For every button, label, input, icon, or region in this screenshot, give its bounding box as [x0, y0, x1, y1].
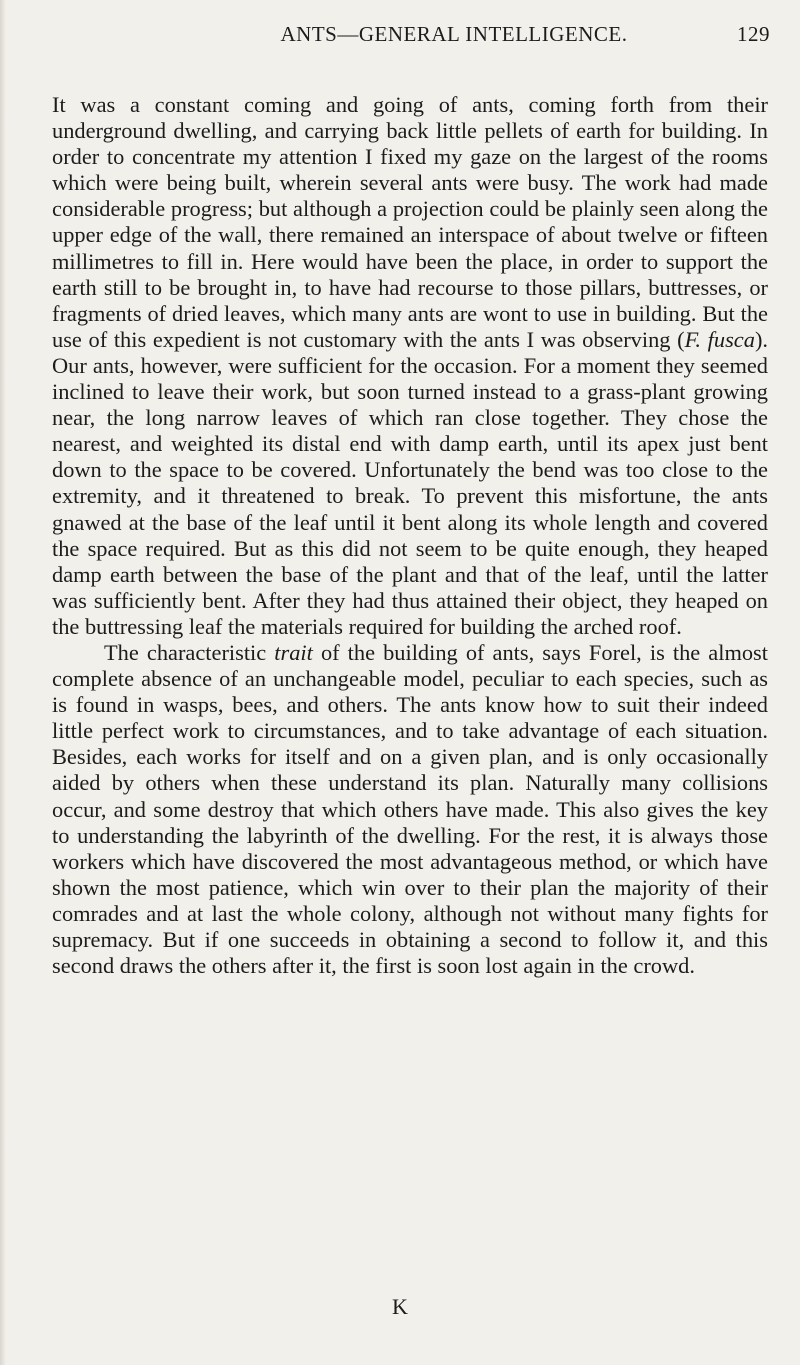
page-gutter-shadow: [0, 0, 6, 1365]
paragraph-1-text-a: It was a constant coming and going of ants, coming forth from their underground dwelling, and carrying back little pellets of earth for building. In order to concentrate my attention I fixed my gaze on the largest of the rooms which were being built, wherein several ants were busy. The work had made considerable progress; but although a projection could be plainly seen along the upper edge of the wall, there remained an interspace of about twelve or fifteen millimetres to fill in. Here would have been the place, in order to support the earth still to be brought in, to have had recourse to those pillars, buttresses, or fragments of dried leaves, which many ants are wont to use in building. But the use of this expedient is not customary with the ants I was observing (: [52, 92, 768, 352]
signature-mark: K: [392, 1294, 408, 1319]
paragraph-1: [52, 92, 768, 640]
paragraph-2-text-a: The characteristic: [104, 639, 275, 665]
species-name: F. fusca: [684, 326, 755, 352]
paragraph-2: [52, 640, 768, 979]
page-header: [138, 22, 770, 54]
emphasized-word: trait: [274, 639, 313, 665]
body-text: [52, 92, 768, 979]
page-number: 129: [737, 22, 770, 46]
running-title: ANTS—GENERAL INTELLIGENCE.: [280, 22, 628, 46]
paragraph-1-text-b: ). Our ants, however, were sufficient for the occasion. For a moment they seemed inclined to leave their work, but soon turned instead to a grass-plant growing near, the long narrow leaves of which ran close together. They chose the nearest, and weighted its distal end with damp earth, until its apex just bent down to the space to be covered. Unfortunately the bend was too close to the extremity, and it threatened to break. To prevent this misfortune, the ants gnawed at the base of the leaf until it bent along its whole length and covered the space required. But as this did not seem to be quite enough, they heaped damp earth between the base of the plant and that of the leaf, until the latter was sufficiently bent. After they had thus attained their object, they heaped on the buttressing leaf the materials required for building the arched roof.: [52, 326, 768, 639]
paragraph-2-text-b: of the building of ants, says Forel, is the almost complete absence of an unchangeable model, peculiar to each species, such as is found in wasps, bees, and others. The ants know how to suit their indeed little perfect work to circumstances, and to take advantage of each situation. Besides, each works for itself and on a given plan, and is only occasionally aided by others when these understand its plan. Naturally many collisions occur, and some destroy that which others have made. This also gives the key to understanding the labyrinth of the dwelling. For the rest, it is always those workers which have discovered the most advantageous method, or which have shown the most patience, which win over to their plan the majority of their comrades and at last the whole colony, although not without many fights for supremacy. But if one succeeds in obtaining a second to follow it, and this second draws the others after it, the first is soon lost again in the crowd.: [52, 639, 768, 979]
